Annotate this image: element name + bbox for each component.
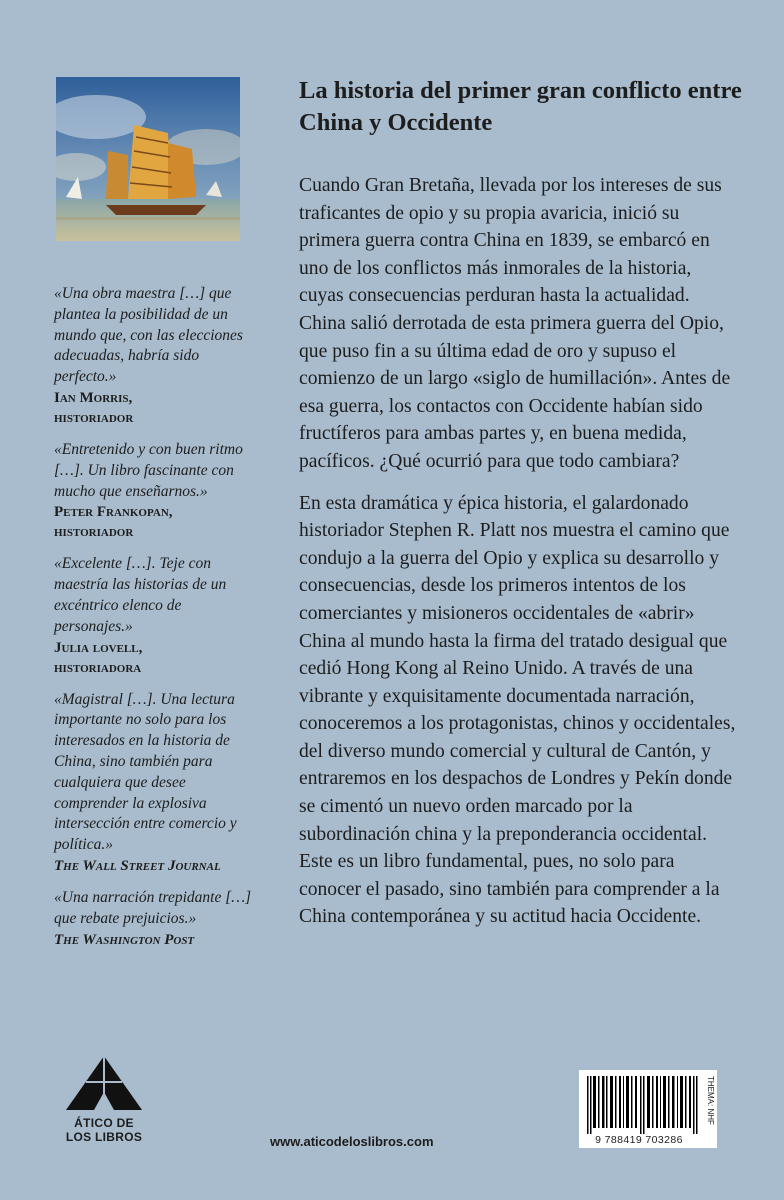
back-cover-title: La historia del primer gran conflicto entre China y Occidente xyxy=(299,77,742,136)
review-quote xyxy=(54,440,254,542)
quote-author: The Washington Post xyxy=(54,931,195,948)
quote-text: «Entretenido y con buen ritmo […]. Un libro fascinante con mucho que enseñarnos.» xyxy=(54,440,243,500)
review-quote xyxy=(54,888,254,950)
publisher-name-line: ÁTICO DE xyxy=(74,1116,134,1130)
quote-role: historiador xyxy=(54,409,134,426)
synopsis-paragraph: En esta dramática y épica historia, el galardonado historiador Stephen R. Platt nos muestra el camino que condujo a la guerra del Opio y explica su desarrollo y consecuencias, desde los primeros intentos de los comerciantes y misioneros occidentales de «abrir» China al mundo hasta la firma del tratado desigual que cedió Hong Kong al Reino Unido. A través de una vibrante y exquisitamente documentada narración, conoceremos a los protagonistas, chinos y occidentales, del diverso mundo comercial y cultural de Cantón, y entraremos en los despachos de Londres y Pekín donde se cimentó un nuevo orden marcado por la subordinación china y la preponderancia occidental. Este es un libro fundamental, pues, no solo para conocer el pasado, sino también para comprender a la China contemporánea y su actitud hacia Occidente. xyxy=(299,492,736,928)
review-quotes xyxy=(54,284,254,962)
isbn-number: 9 788419 703286 xyxy=(595,1134,683,1146)
synopsis xyxy=(299,172,739,945)
thema-code: THEMA: NHF xyxy=(706,1076,715,1125)
quote-role: historiadora xyxy=(54,659,142,676)
review-quote xyxy=(54,690,254,876)
isbn-barcode xyxy=(579,1070,717,1148)
quote-author: The Wall Street Journal xyxy=(54,857,221,874)
quote-author: Julia lovell, xyxy=(54,639,143,656)
quote-role: historiador xyxy=(54,524,134,541)
publisher-website[interactable]: www.aticodeloslibros.com xyxy=(270,1134,434,1149)
publisher-name xyxy=(56,1116,152,1144)
quote-author: Ian Morris, xyxy=(54,389,133,406)
cover-art-image xyxy=(56,77,240,241)
synopsis-paragraph: Cuando Gran Bretaña, llevada por los intereses de sus traficantes de opio y su propia avaricia, inició su primera guerra contra China en 1839, se embarcó en uno de los conflictos más inmorales de la historia, cuyas consecuencias perduran hasta la actualidad. China salió derrotada de esta primera guerra del Opio, que puso fin a su última edad de oro y supuso el comienzo de un largo «siglo de humillación». Antes de esa guerra, los contactos con Occidente habían sido fructíferos para ambas partes y, en buena medida, pacíficos. ¿Qué ocurrió para que todo cambiara? xyxy=(299,175,731,472)
quote-text: «Excelente […]. Teje con maestría las historias de un excéntrico elenco de personajes.» xyxy=(54,555,227,635)
quote-author: Peter Frankopan, xyxy=(54,504,173,521)
quote-text: «Una narración trepidante […] que rebate prejuicios.» xyxy=(54,888,252,927)
review-quote xyxy=(54,554,254,677)
publisher-name-line: LOS LIBROS xyxy=(65,1130,143,1144)
review-quote xyxy=(54,284,254,428)
quote-text: «Magistral […]. Una lectura importante no solo para los interesados en la historia de China, sino también para cualquiera que desee comprender la explosiva intersección entre comercio y política.» xyxy=(54,690,237,854)
quote-text: «Una obra maestra […] que plantea la posibilidad de un mundo que, con las elecciones adecuadas, habría sido perfecto.» xyxy=(54,285,243,386)
